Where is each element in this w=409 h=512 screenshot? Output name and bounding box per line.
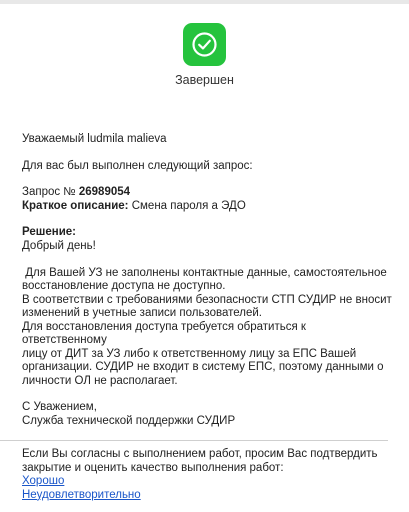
- signoff-line: С Уважением,: [22, 401, 97, 413]
- rate-good-link[interactable]: Хорошо: [22, 475, 65, 487]
- request-line: [22, 186, 392, 200]
- rate-bad-link[interactable]: Неудовлетворительно: [22, 488, 141, 501]
- status-label: Завершен: [175, 73, 234, 87]
- message-body: [22, 133, 392, 428]
- short-description-line: [22, 200, 392, 214]
- request-number: 26989054: [78, 186, 131, 198]
- resolution-line: Добрый день!: [22, 239, 96, 252]
- footer-divider: [0, 440, 388, 441]
- resolution-line: В соответствии с требованиями безопасности СТП СУДИР не вносит: [22, 293, 392, 306]
- greeting: Уважаемый ludmila malieva: [22, 133, 167, 145]
- resolution-line: лицу от ДИТ за УЗ либо к ответственному лицу за ЕПС Вашей: [22, 347, 357, 360]
- feedback-prompt-line: Если Вы согласны с выполнением работ, просим Вас подтвердить: [22, 448, 378, 460]
- resolution-line: Для Вашей УЗ не заполнены контактные данные, самостоятельное: [22, 266, 387, 279]
- feedback-prompt-line: закрытие и оценить качество выполнения работ:: [22, 461, 284, 474]
- feedback-footer: [22, 448, 392, 502]
- resolution-line: Для восстановления доступа требуется обратиться к ответственному: [22, 320, 306, 346]
- resolution-line: [22, 253, 392, 267]
- resolution-line: личности ОЛ не располагает.: [22, 374, 178, 387]
- short-description-value: Смена пароля а ЭДО: [131, 199, 246, 212]
- intro-text: Для вас был выполнен следующий запрос:: [22, 159, 253, 172]
- check-circle-icon: [183, 23, 226, 66]
- signoff-line: Служба технической поддержки СУДИР: [22, 414, 236, 427]
- resolution-line: восстановление доступа не доступно.: [22, 280, 226, 292]
- request-label: Запрос №: [22, 186, 76, 198]
- resolution-label: Решение:: [22, 226, 77, 238]
- resolution-line: организации. СУДИР не входит в систему ЕПС, поэтому данными о: [22, 361, 384, 373]
- status-header: [0, 0, 409, 110]
- short-description-label: Краткое описание:: [22, 199, 129, 212]
- resolution-line: изменений в учетные записи пользователей.: [22, 307, 262, 319]
